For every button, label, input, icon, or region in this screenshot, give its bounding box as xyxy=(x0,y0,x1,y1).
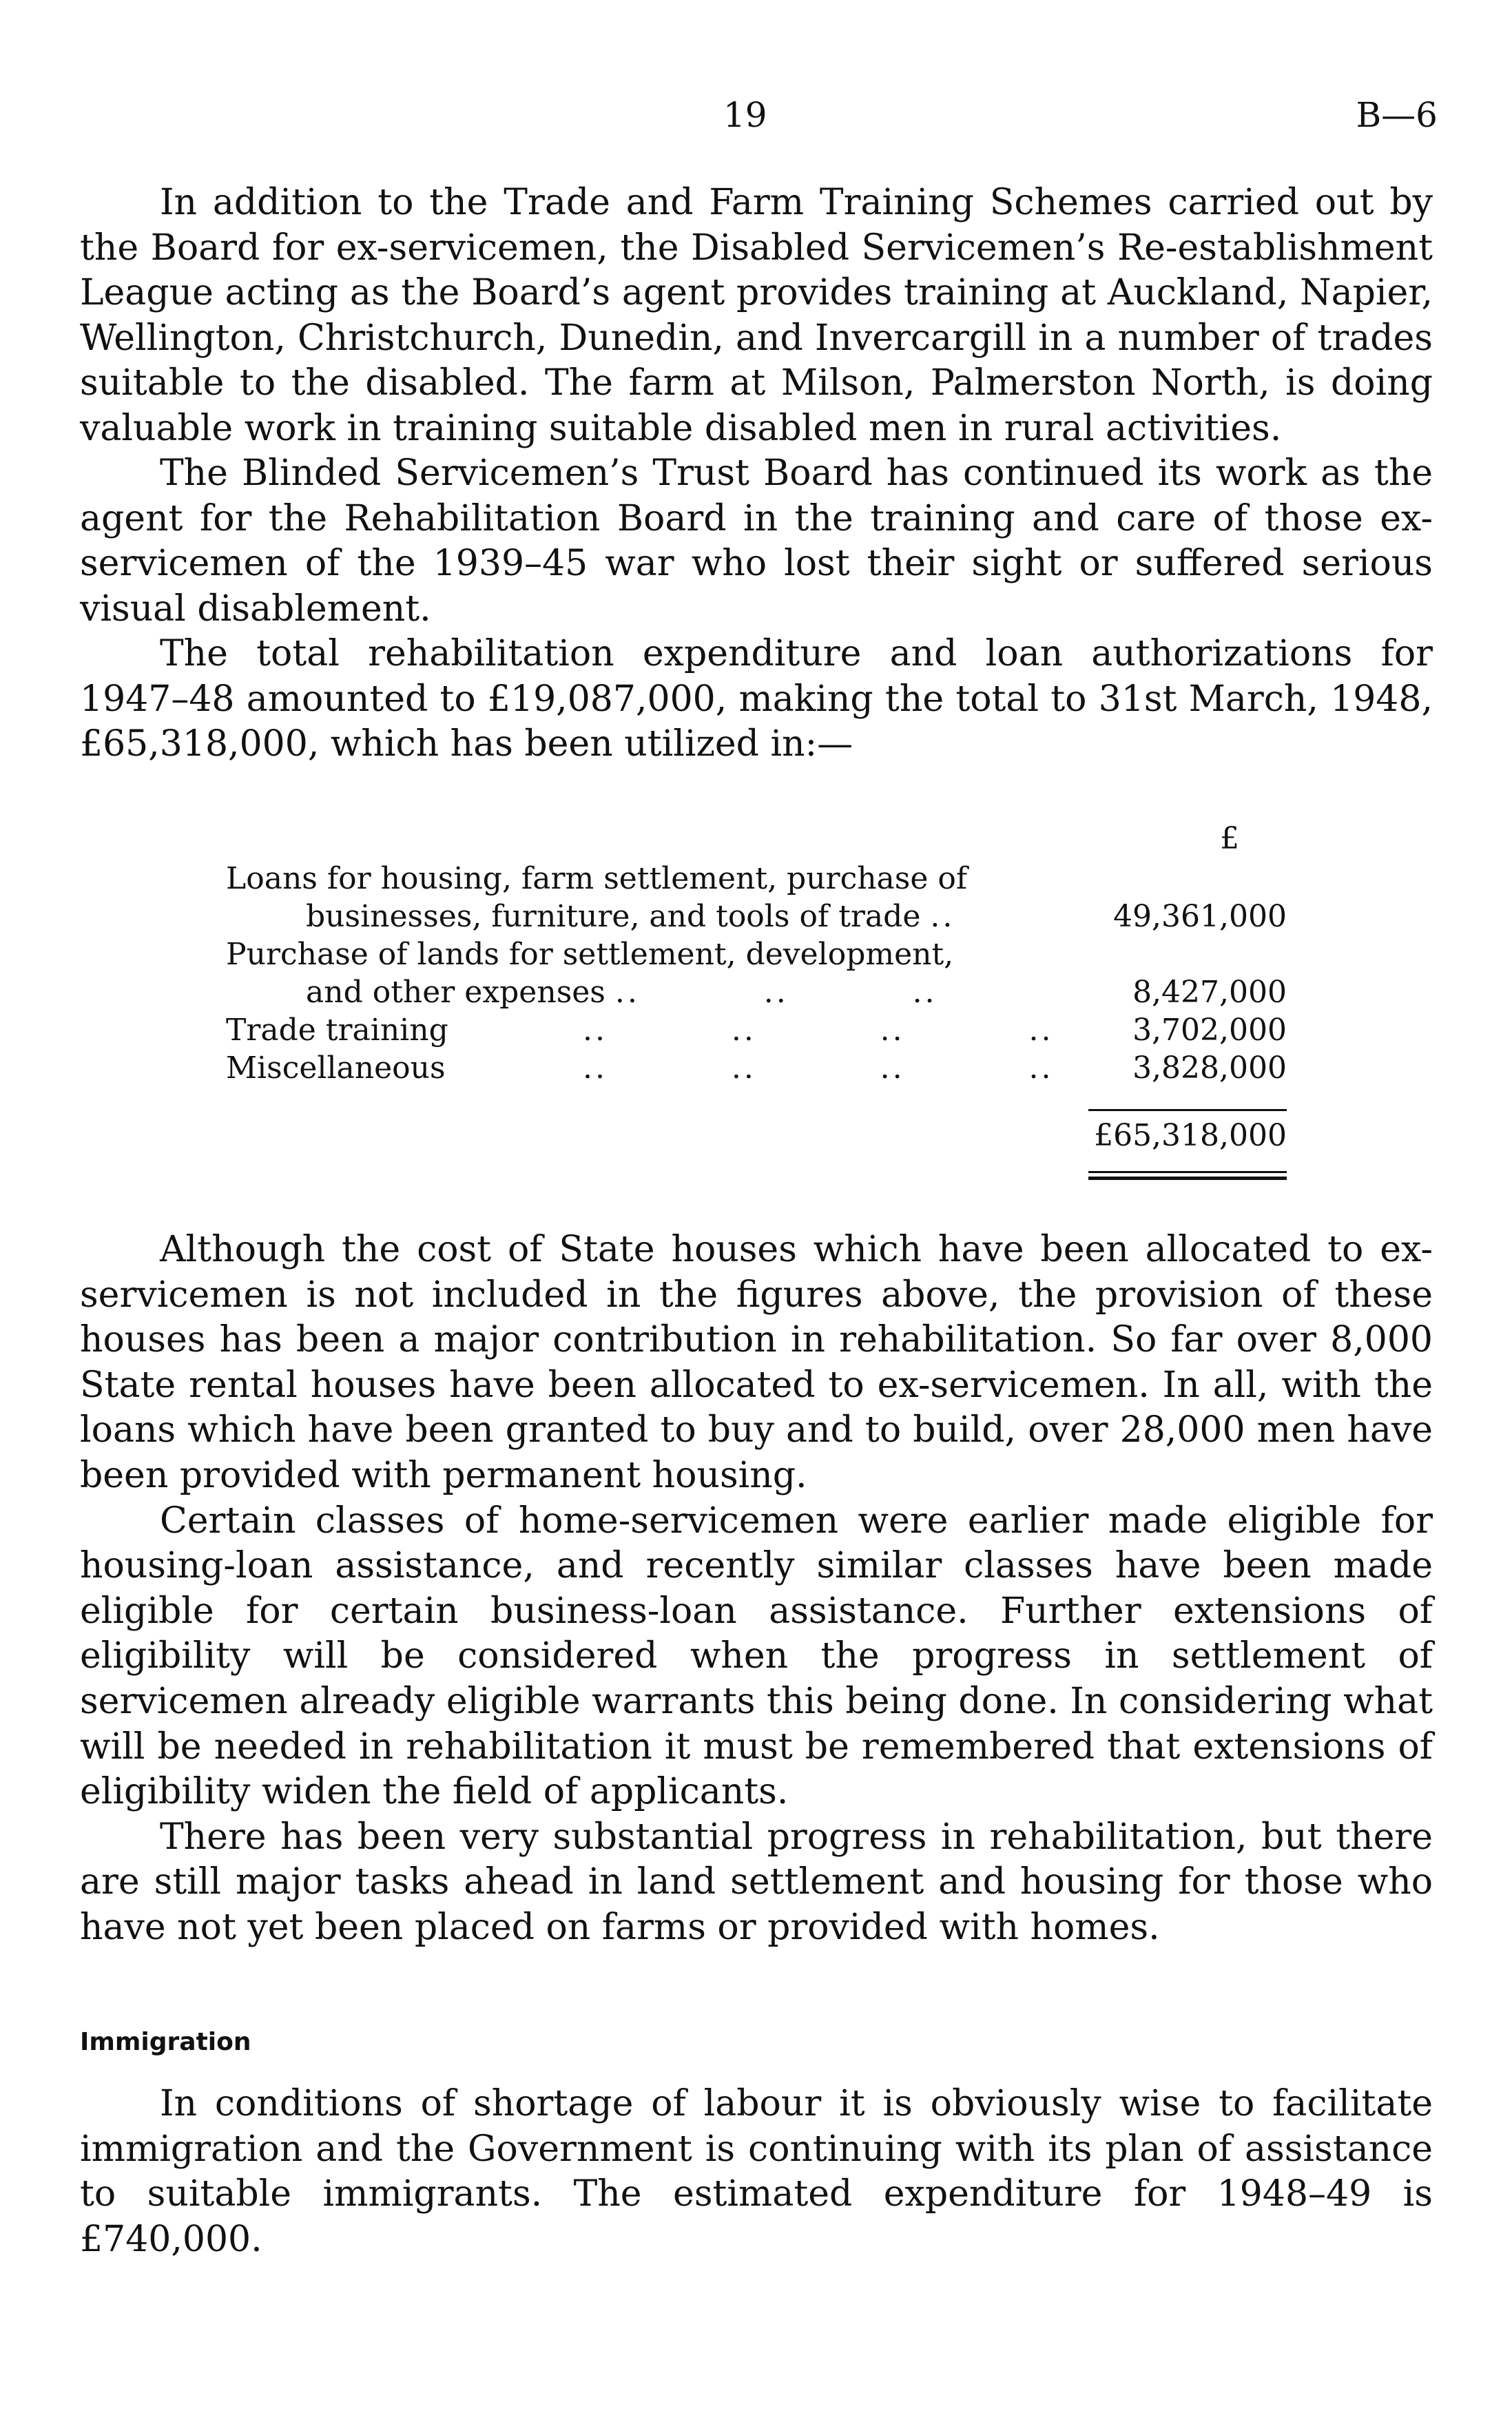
page-number: 19 xyxy=(723,95,767,135)
paragraph-blinded-servicemen: The Blinded Servicemen’s Trust Board has continued its work as the agent for the Rehabilitation Board in the training and care of those ex-servicemen of the 1939–45 war who lost their sight or suffered serious visual disablement. xyxy=(80,453,1433,630)
row-description: Trade training xyxy=(226,1013,448,1048)
total-rule xyxy=(1088,1109,1287,1111)
leader-dots: .. xyxy=(930,899,955,934)
row-amount: 49,361,000 xyxy=(1113,899,1287,934)
row-amount: 3,828,000 xyxy=(1132,1050,1287,1086)
leader-dots: .. .. .. xyxy=(614,975,938,1010)
paragraph-training-schemes: In addition to the Trade and Farm Training Schemes carried out by the Board for ex-servicemen, the Disabled Servicemen’s Re-establishment League acting as the Board’s agent provides training at Auckland, Napier, Wellington, Christchurch, Dunedin, and Invercargill in a number of trades suitable to the disabled. The farm at Milson, Palmerston North, is doing valuable work in training suitable disabled men in rural activities. xyxy=(80,182,1433,449)
row-description-continued xyxy=(226,898,1080,935)
row-description-continued xyxy=(226,973,1080,1011)
double-rule-bottom xyxy=(1088,1177,1287,1180)
paragraph-total-expenditure: The total rehabilitation expenditure and loan authorizations for 1947–48 amounted to £19,087,000, making the total to 31st March, 1948, £65,318,000, which has been utilized in:— xyxy=(80,633,1433,765)
body-section-middle xyxy=(80,1228,1433,1951)
row-description-wrap xyxy=(226,1011,1080,1049)
table-total: £65,318,000 xyxy=(1094,1118,1287,1153)
row-amount: 8,427,000 xyxy=(1132,975,1287,1010)
row-description: Miscellaneous xyxy=(226,1050,446,1086)
report-code: B—6 xyxy=(1356,95,1438,135)
body-section-immigration xyxy=(80,2082,1433,2262)
leader-dots: .. .. .. .. xyxy=(583,1050,1054,1086)
table-row-land-purchase xyxy=(226,935,1287,1011)
paragraph-progress: There has been very substantial progress in rehabilitation, but there are still major tasks ahead in land settlement and housing for those who have not yet been placed on farms or provided with homes. xyxy=(80,1816,1433,1948)
table-row-trade-training xyxy=(226,1011,1287,1049)
double-rule-top xyxy=(1088,1171,1287,1173)
table-row-miscellaneous xyxy=(226,1049,1287,1087)
row-description-line2: businesses, furniture, and tools of trade xyxy=(306,899,921,934)
row-description-line2: and other expenses xyxy=(306,975,605,1010)
paragraph-state-houses: Although the cost of State houses which have been allocated to ex-servicemen is not included in the figures above, the provision of these houses has been a major contribution in rehabilitation. So far over 8,000 State rental houses have been allocated to ex-servicemen. In all, with the loans which have been granted to buy and to build, over 28,000 men have been provided with permanent housing. xyxy=(80,1229,1433,1496)
leader-dots: .. .. .. .. xyxy=(583,1013,1054,1048)
row-amount: 3,702,000 xyxy=(1132,1013,1287,1048)
section-heading-immigration: Immigration xyxy=(80,2028,251,2056)
expenditure-rows xyxy=(226,860,1287,1087)
row-description-wrap xyxy=(226,1049,1080,1087)
page-header xyxy=(0,95,1512,143)
row-description: Purchase of lands for settlement, development, xyxy=(226,937,954,972)
row-description: Loans for housing, farm settlement, purchase of xyxy=(226,861,968,896)
body-section-top xyxy=(80,180,1433,767)
currency-header: £ xyxy=(1220,821,1239,856)
paragraph-immigration: In conditions of shortage of labour it is obviously wise to facilitate immigration and the Government is continuing with its plan of assistance to suitable immigrants. The estimated expenditure for 1948–49 is £740,000. xyxy=(80,2083,1433,2260)
paragraph-eligibility: Certain classes of home-servicemen were earlier made eligible for housing-loan assistance, and recently similar classes have been made eligible for certain business-loan assistance. Further extensions of eligibility will be considered when the progress in settlement of servicemen already eligible warrants this being done. In considering what will be needed in rehabilitation it must be remembered that extensions of eligibility widen the field of applicants. xyxy=(80,1500,1433,1813)
table-row-loans xyxy=(226,860,1287,935)
